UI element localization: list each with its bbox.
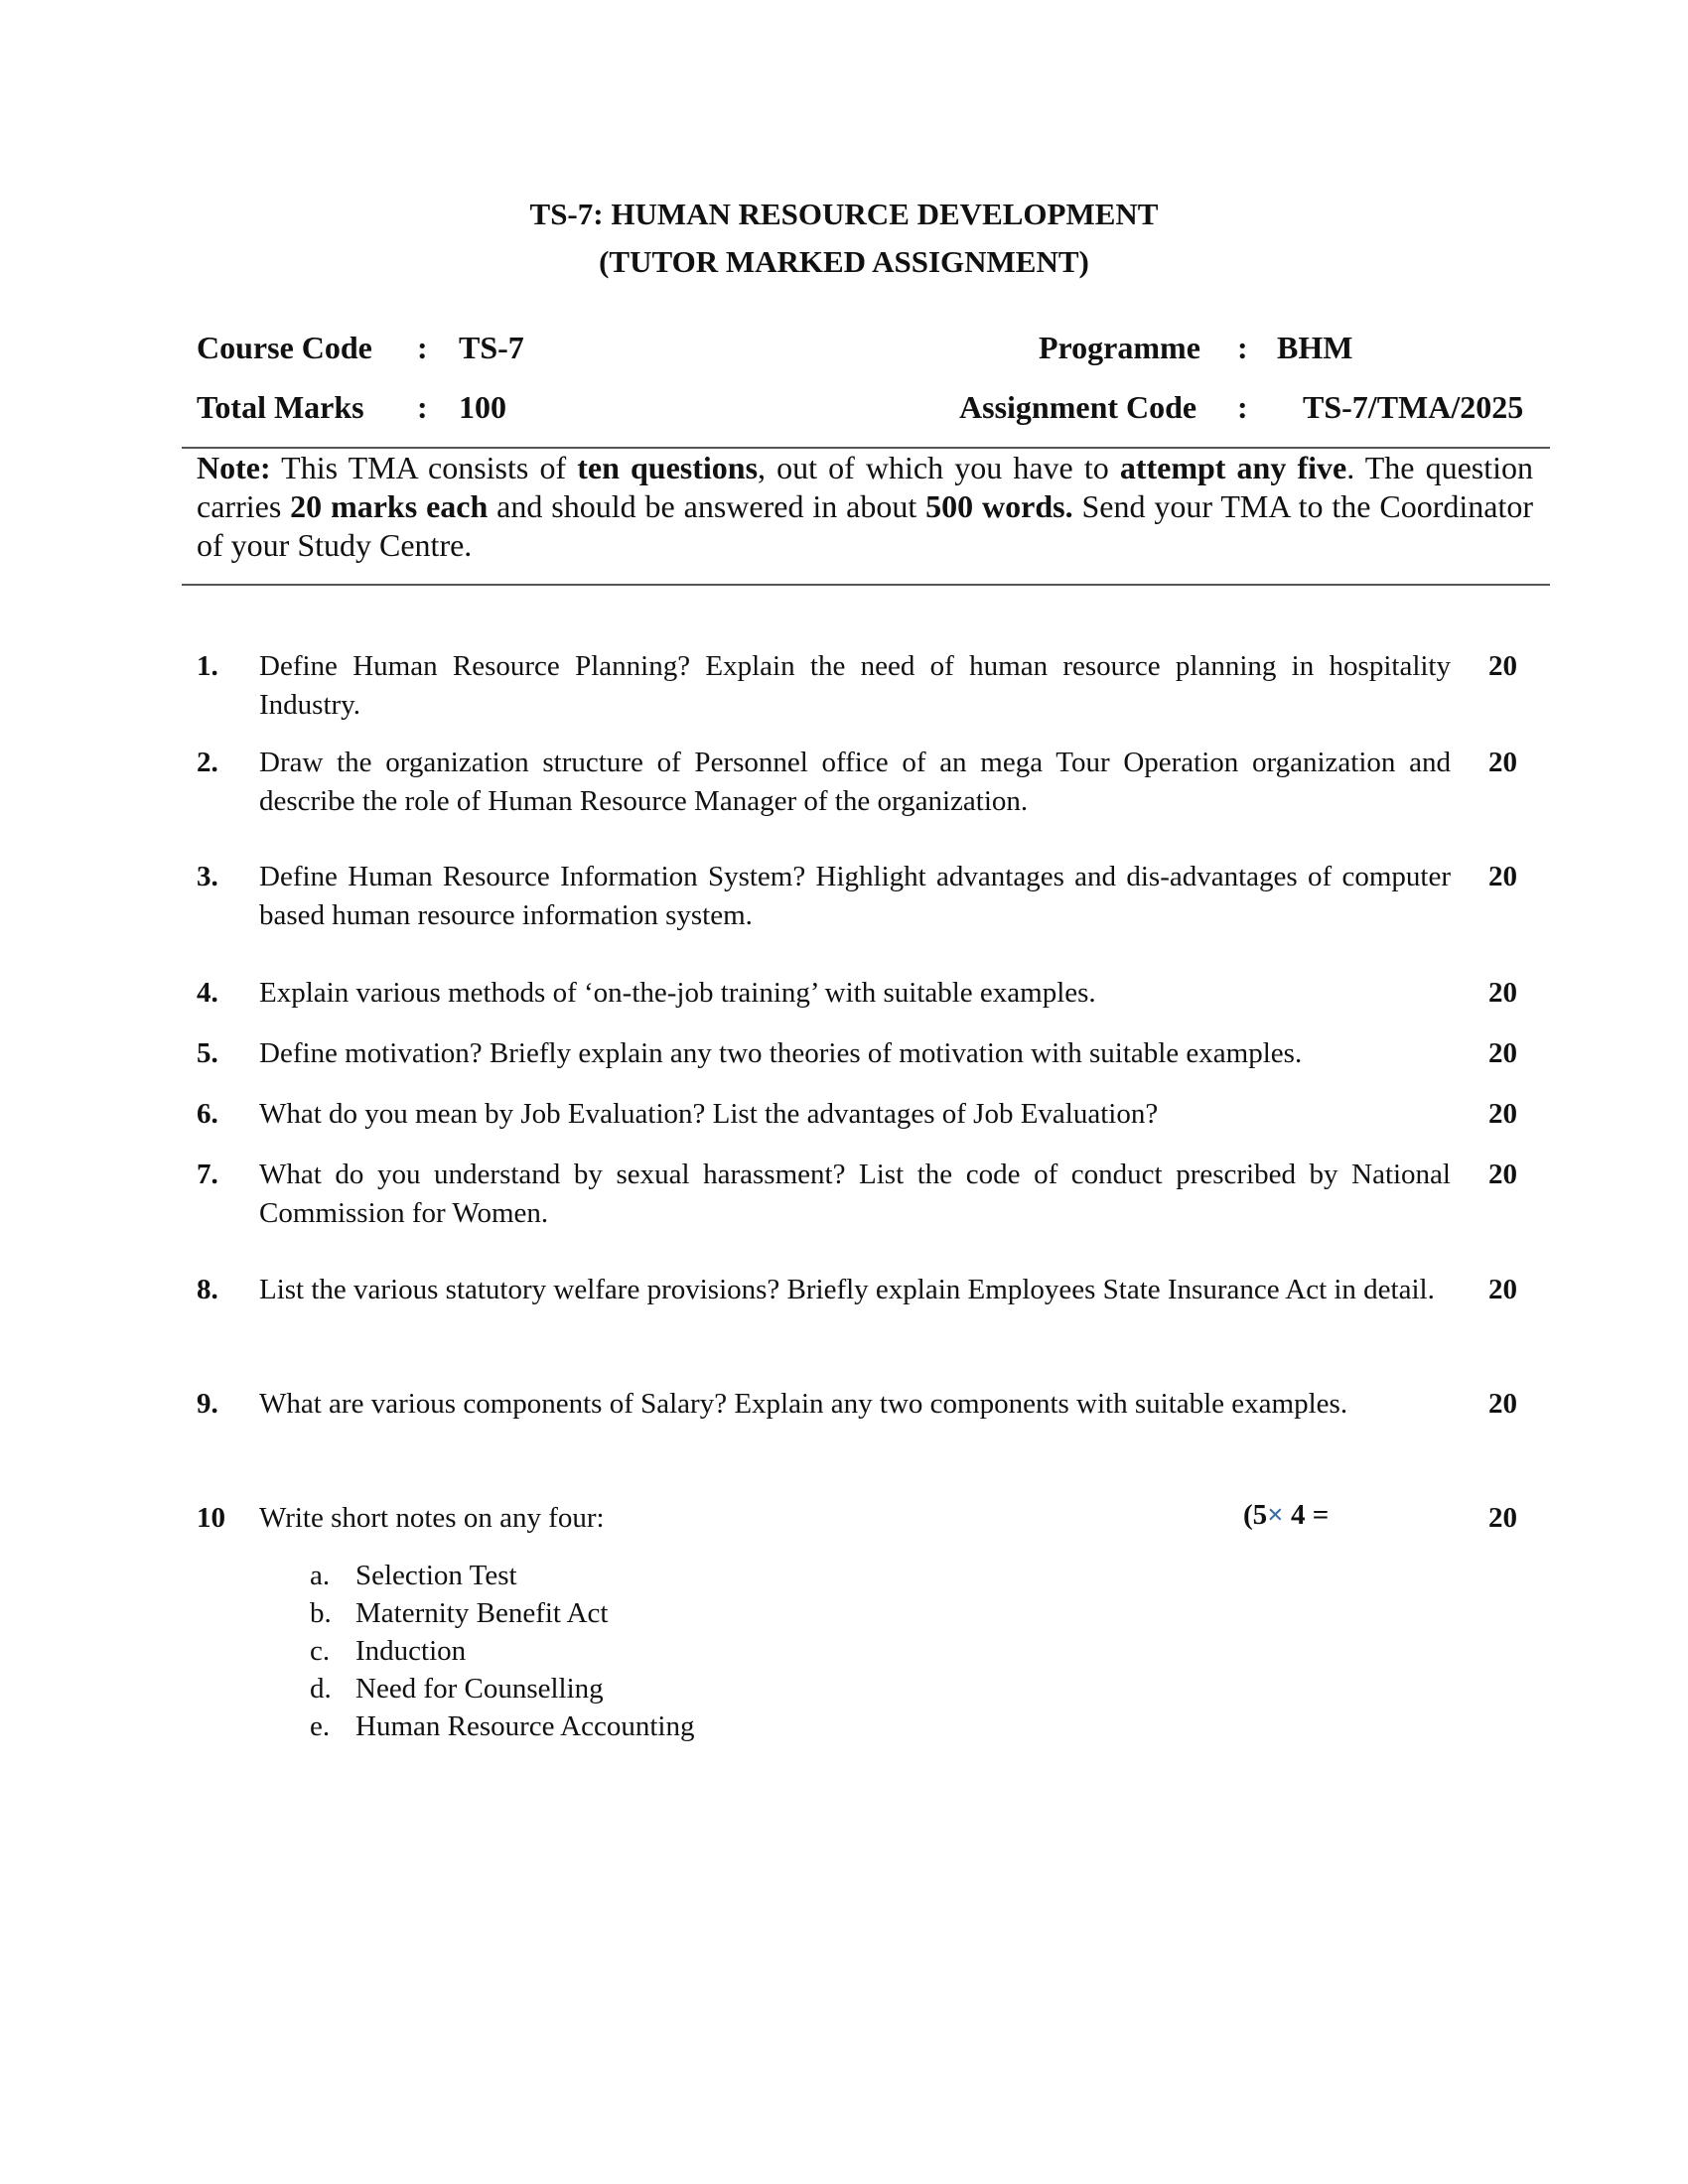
formula-open: (5 — [1243, 1499, 1268, 1531]
question-number: 6. — [197, 1098, 218, 1130]
note-text: This TMA consists of — [270, 450, 578, 485]
document-subtitle: (TUTOR MARKED ASSIGNMENT) — [599, 244, 1089, 279]
note-text: and should be answered in about — [488, 488, 926, 524]
subitem-letter: c. — [310, 1635, 331, 1667]
question-text: Define Human Resource Information System? Highlight advantages and dis-advantages of computer based human resource information system. — [259, 861, 1451, 931]
question-marks: 20 — [1488, 977, 1517, 1009]
document-title: TS-7: HUMAN RESOURCE DEVELOPMENT — [529, 197, 1159, 231]
subitem-letter: b. — [310, 1597, 332, 1629]
question-text: What are various components of Salary? Explain any two components with suitable examples. — [259, 1388, 1348, 1420]
question-marks: 20 — [1488, 747, 1517, 778]
question-text: Explain various methods of ‘on-the-job training’ with suitable examples. — [259, 977, 1096, 1009]
question-marks: 20 — [1488, 1037, 1517, 1069]
question-number: 9. — [197, 1388, 218, 1420]
question-marks: 20 — [1488, 1098, 1517, 1130]
question-marks: 20 — [1488, 650, 1517, 682]
note-label: Note: — [197, 450, 271, 485]
assignment-code-value: TS-7/TMA/2025 — [1303, 389, 1524, 425]
subitem — [310, 1670, 604, 1707]
programme-label: Programme — [1039, 330, 1200, 365]
subitem-text: Maternity Benefit Act — [355, 1597, 609, 1629]
question-number: 8. — [197, 1274, 218, 1305]
subitem-text: Selection Test — [355, 1560, 517, 1591]
question-text: Draw the organization structure of Personnel office of an mega Tour Operation organization and describe the role of Human Resource Manager of the organization. — [259, 747, 1451, 817]
question-number: 7. — [197, 1159, 218, 1190]
note-text: . The question carries — [197, 450, 1534, 524]
subitem-letter: e. — [310, 1710, 331, 1742]
bottom-divider — [182, 584, 1550, 586]
question-marks: 20 — [1488, 1388, 1517, 1420]
question-marks: 20 — [1488, 1274, 1517, 1305]
subitem — [310, 1557, 517, 1594]
subitem — [310, 1594, 609, 1632]
times-icon: × — [1267, 1499, 1284, 1531]
subitem-text: Induction — [355, 1635, 467, 1667]
subitem-text: Need for Counselling — [355, 1673, 604, 1705]
programme-separator: : — [1237, 330, 1248, 365]
question-number: 10 — [197, 1502, 225, 1534]
programme-value: BHM — [1277, 330, 1353, 365]
question-text: What do you understand by sexual harassment? List the code of conduct prescribed by National Commission for Women. — [259, 1159, 1451, 1229]
subitem-text: Human Resource Accounting — [355, 1710, 695, 1742]
question-number: 1. — [197, 650, 218, 682]
note-emphasis: 500 words. — [925, 488, 1073, 524]
question-marks: 20 — [1488, 1502, 1517, 1534]
course-code-separator: : — [417, 330, 428, 365]
instructions-note — [197, 449, 1533, 565]
question-text: Define Human Resource Planning? Explain the need of human resource planning in hospitality Industry. — [259, 650, 1451, 721]
question-number: 4. — [197, 977, 218, 1009]
formula-rest: 4 = — [1283, 1499, 1330, 1531]
total-marks-label: Total Marks — [197, 389, 364, 425]
course-code-value: TS-7 — [459, 330, 524, 365]
subitem — [310, 1707, 694, 1745]
question-text: What do you mean by Job Evaluation? List the advantages of Job Evaluation? — [259, 1098, 1159, 1130]
note-emphasis: attempt any five — [1119, 450, 1347, 485]
question-number: 3. — [197, 861, 218, 892]
total-marks-separator: : — [417, 389, 428, 425]
total-marks-value: 100 — [459, 389, 506, 425]
question-text: List the various statutory welfare provisions? Briefly explain Employees State Insurance Act in detail. — [259, 1274, 1435, 1305]
marks-formula — [1243, 1499, 1329, 1532]
subitem-letter: d. — [310, 1673, 332, 1705]
question-number: 5. — [197, 1037, 218, 1069]
assignment-code-separator: : — [1237, 389, 1248, 425]
subitem-letter: a. — [310, 1560, 331, 1591]
question-text: Write short notes on any four: — [259, 1502, 605, 1534]
course-code-label: Course Code — [197, 330, 372, 365]
question-marks: 20 — [1488, 1159, 1517, 1190]
note-text: , out of which you have to — [758, 450, 1120, 485]
question-number: 2. — [197, 747, 218, 778]
note-text: Send your TMA to the Coordinator of your Study Centre. — [197, 488, 1534, 563]
note-emphasis: 20 marks each — [290, 488, 489, 524]
subitem — [310, 1632, 466, 1670]
assignment-code-label: Assignment Code — [959, 389, 1197, 425]
note-emphasis: ten questions — [577, 450, 759, 485]
question-text: Define motivation? Briefly explain any two theories of motivation with suitable examples. — [259, 1037, 1303, 1069]
question-marks: 20 — [1488, 861, 1517, 892]
